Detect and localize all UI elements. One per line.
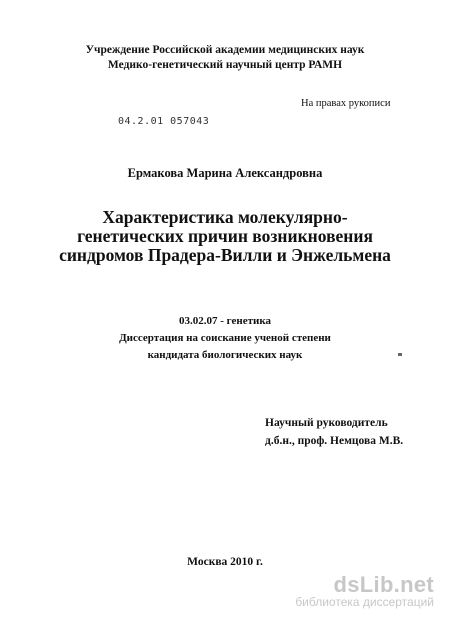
title-line-2: генетических причин возникновения [77,226,373,246]
place-year: Москва 2010 г. [187,556,263,568]
institution-line-2: Медико-генетический научный центр РАМН [107,59,343,71]
degree-line-2: кандидата биологических наук [147,349,303,361]
watermark-logo: dsLib.net [333,572,434,597]
title-line-1: Характеристика молекулярно- [102,207,348,227]
degree-line-1: Диссертация на соискание ученой степени [119,332,331,344]
title-line-3: синдромов Прадера-Вилли и Энжельмена [59,245,391,265]
author-name: Ермакова Марина Александровна [127,166,323,180]
registration-stamp: 04.2.01 057043 [118,116,210,127]
specialty-block [0,313,450,364]
institution-line-1: Учреждение Российской академии медицинских наук [85,44,365,56]
advisor-name: д.б.н., проф. Немцова М.В. [265,435,404,447]
watermark-caption: библиотека диссертаций [295,595,434,609]
scan-mark [398,353,402,356]
specialty-code: 03.02.07 - генетика [178,315,272,327]
institution-block [0,43,450,73]
advisor-label: Научный руководитель [265,417,388,429]
dissertation-title [0,208,450,265]
advisor-block [265,414,403,450]
watermark [295,574,434,609]
rights-note: На правах рукописи [301,98,391,109]
